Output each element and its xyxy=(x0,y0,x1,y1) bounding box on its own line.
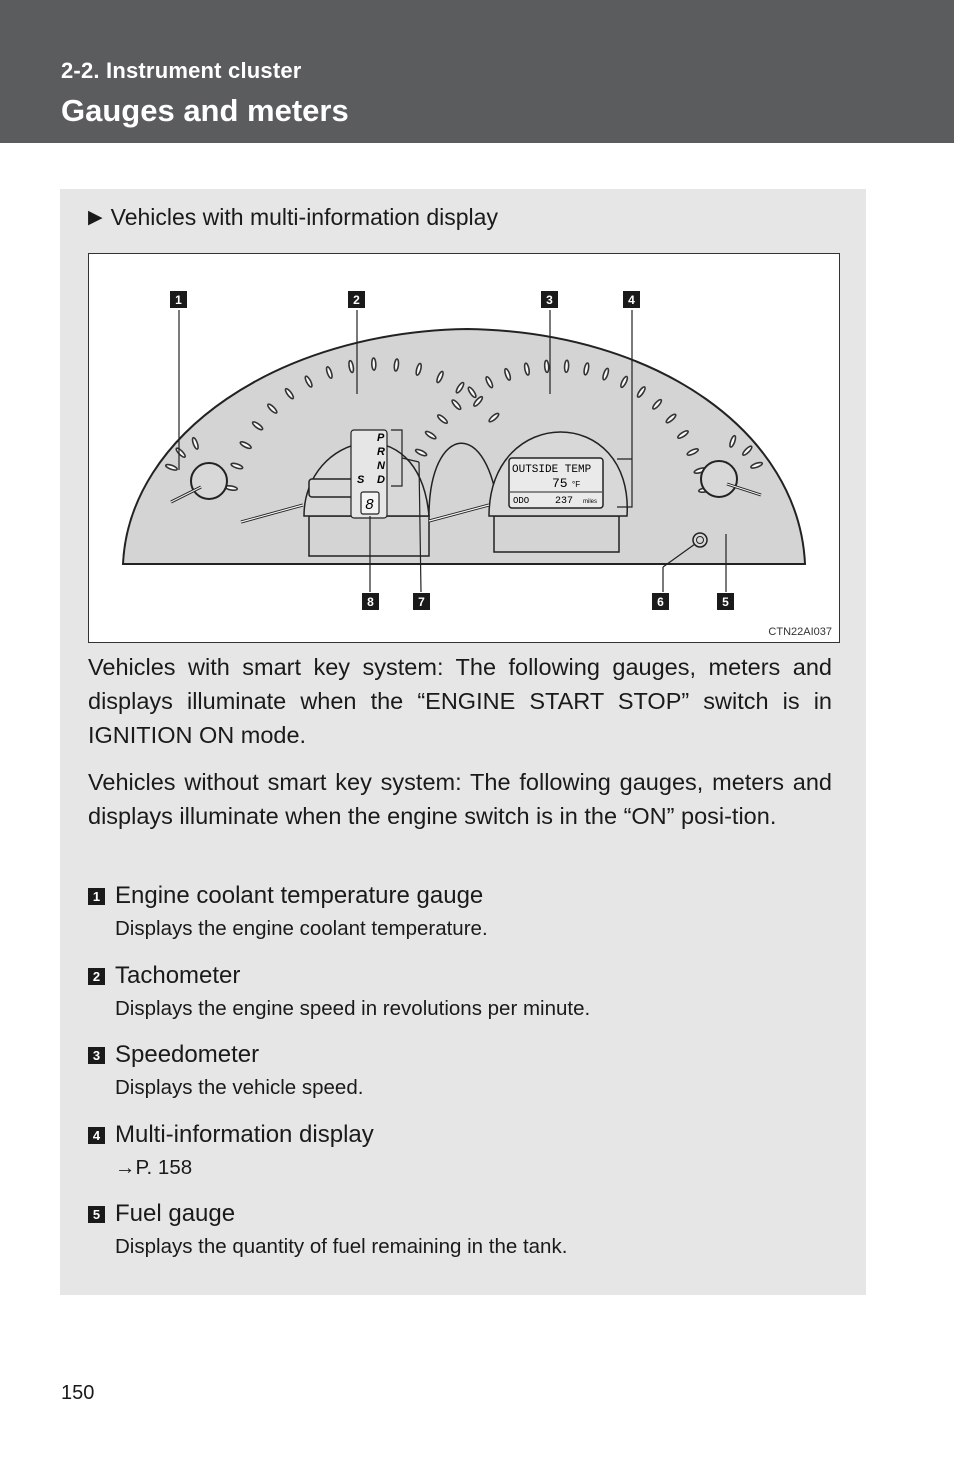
callout-5 xyxy=(717,593,734,610)
page-title: Gauges and meters xyxy=(61,93,349,128)
svg-text:3: 3 xyxy=(546,293,553,307)
item-number: 3 xyxy=(88,1047,105,1064)
trip-knob xyxy=(693,533,707,547)
display-odo-unit: miles xyxy=(583,499,598,505)
svg-text:4: 4 xyxy=(628,293,635,307)
instrument-cluster-figure xyxy=(88,253,840,643)
display-temp-unit: °F xyxy=(572,480,581,489)
list-item xyxy=(88,881,848,941)
list-item xyxy=(88,961,848,1021)
triangle-bullet-icon: ▶ xyxy=(88,207,103,228)
gauge-tick-mark xyxy=(544,360,549,372)
item-title: Multi-information display xyxy=(115,1121,374,1148)
tach-housing xyxy=(309,516,429,556)
list-item xyxy=(88,1120,848,1180)
display-title: OUTSIDE TEMP xyxy=(512,464,592,476)
shift-digit: 8 xyxy=(365,497,375,514)
item-title: Speedometer xyxy=(115,1041,260,1068)
display-temp: 75 xyxy=(552,476,568,491)
item-description: Displays the vehicle speed. xyxy=(115,1076,364,1099)
callout-4 xyxy=(623,291,640,308)
figure-code: CTN22AI037 xyxy=(768,626,832,638)
item-number: 1 xyxy=(88,888,105,905)
shift-d: D xyxy=(377,474,385,486)
svg-text:8: 8 xyxy=(367,595,374,609)
callout-7 xyxy=(413,593,430,610)
svg-text:7: 7 xyxy=(418,595,425,609)
display-odo-value: 237 xyxy=(555,496,574,507)
content-panel xyxy=(60,189,866,1295)
paragraph-smart-key: Vehicles with smart key system: The following gauges, meters and displays illuminate when the “ENGINE START STOP” switch is in IGNITION ON mode. xyxy=(88,654,832,748)
list-item xyxy=(88,1040,848,1100)
page-number: 150 xyxy=(61,1382,95,1404)
fuel-gauge-dial xyxy=(701,461,737,497)
shift-s: S xyxy=(357,474,365,486)
section-label: 2-2. Instrument cluster xyxy=(61,58,302,83)
cluster-housing xyxy=(123,329,805,564)
item-title: Tachometer xyxy=(115,962,241,989)
svg-text:5: 5 xyxy=(722,595,729,609)
gauge-tick-mark xyxy=(564,360,569,372)
item-number: 2 xyxy=(88,968,105,985)
cluster-illustration xyxy=(89,254,839,642)
item-number: 5 xyxy=(88,1206,105,1223)
variant-heading xyxy=(88,204,498,231)
page-reference-link[interactable]: →P. 158 xyxy=(115,1156,193,1179)
svg-text:2: 2 xyxy=(353,293,360,307)
variant-label: Vehicles with multi-information display xyxy=(110,204,498,230)
item-description: Displays the engine speed in revolutions per minute. xyxy=(115,997,591,1020)
header-bar xyxy=(0,0,954,143)
item-title: Fuel gauge xyxy=(115,1200,236,1227)
shift-p: P xyxy=(377,432,385,444)
display-odo-label: ODO xyxy=(513,496,530,506)
shift-r: R xyxy=(377,446,385,458)
svg-text:6: 6 xyxy=(657,595,664,609)
gauge-tick-mark xyxy=(394,359,399,371)
list-item xyxy=(88,1199,848,1259)
gauge-tick-mark xyxy=(372,358,376,370)
item-title: Engine coolant temperature gauge xyxy=(115,882,484,909)
callout-8 xyxy=(362,593,379,610)
callout-3 xyxy=(541,291,558,308)
svg-text:1: 1 xyxy=(175,293,182,307)
paragraph-no-smart-key: Vehicles without smart key system: The following gauges, meters and displays illuminate when the engine switch is in the “ON” posi-tion. xyxy=(88,769,832,829)
speedo-housing xyxy=(494,516,619,552)
item-number: 4 xyxy=(88,1127,105,1144)
item-description: Displays the quantity of fuel remaining in the tank. xyxy=(115,1235,568,1258)
callout-6 xyxy=(652,593,669,610)
item-description: Displays the engine coolant temperature. xyxy=(115,917,488,940)
callout-2 xyxy=(348,291,365,308)
shift-n: N xyxy=(377,460,385,472)
callout-1 xyxy=(170,291,187,308)
coolant-gauge-dial xyxy=(191,463,227,499)
